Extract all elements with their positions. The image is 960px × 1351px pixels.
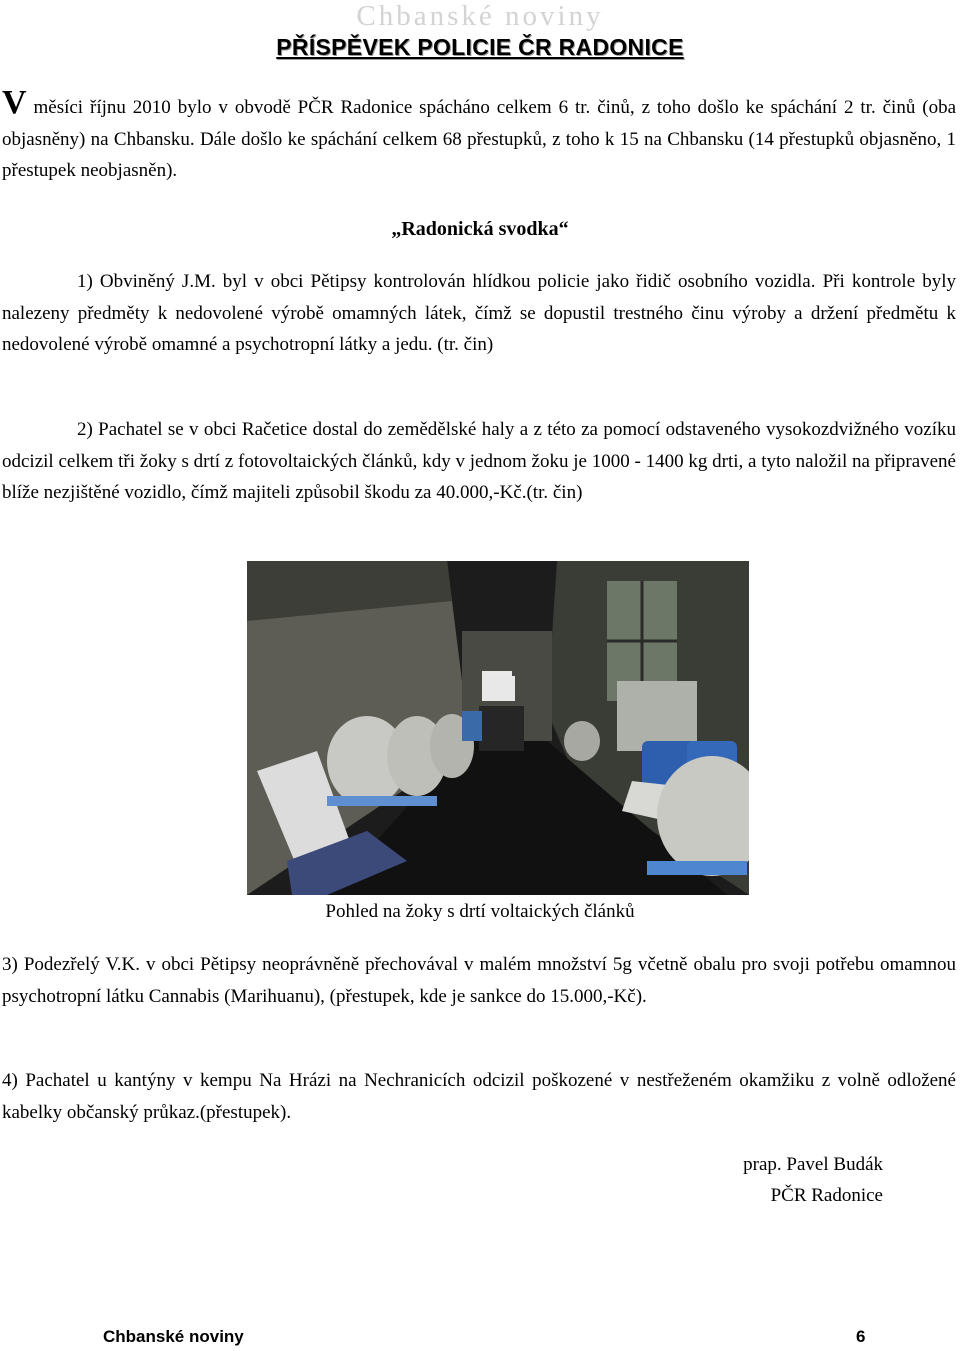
signature-org: PČR Radonice	[770, 1185, 883, 1206]
page-number: 6	[856, 1327, 866, 1346]
item-1-text: 1) Obviněný J.M. byl v obci Pětipsy kontrolován hlídkou policie jako řidič osobního vozidla. Při kontrole byly nalezeny předměty k nedovolené výrobě omamných látek, čímž se dopustil trestného činu výroby a držení předmětu k nedovolené výrobě omamné a psychotropní látky a jedu. (tr. čin)	[2, 271, 956, 355]
item-3-text: 3) Podezřelý V.K. v obci Pětipsy neoprávněně přechovával v malém množství 5g včetně obalu pro svoji potřebu omamnou psychotropní látku Cannabis (Marihuanu), (přestupek, kde je sankce do 15.000,-Kč).	[2, 954, 956, 1007]
item-3	[2, 949, 956, 1012]
intro-paragraph	[2, 84, 956, 187]
photo-caption: Pohled na žoky s drtí voltaických článků	[325, 901, 635, 922]
item-2	[2, 414, 956, 509]
photo-warehouse-sacks	[247, 561, 749, 895]
signature-block	[743, 1149, 883, 1211]
item-4	[2, 1065, 956, 1128]
item-4-text: 4) Pachatel u kantýny v kempu Na Hrázi na Nechranicích odcizil poškozené v nestřeženém okamžiku z volně odložené kabelky občanský průkaz.(přestupek).	[2, 1070, 956, 1123]
intro-text: měsíci říjnu 2010 bylo v obvodě PČR Radonice spácháno celkem 6 tr. činů, z toho došlo ke spáchání 2 tr. činů (oba objasněny) na Chbansku. Dále došlo ke spáchání celkem 68 přestupků, z toho k 15 na Chbansku (14 přestupků objasněno, 1 přestupek neobjasněn).	[2, 97, 956, 181]
masthead: Chbanské noviny	[356, 0, 604, 32]
section-heading: „Radonická svodka“	[391, 218, 569, 240]
drop-cap: V	[2, 84, 27, 121]
signature-name: prap. Pavel Budák	[743, 1154, 883, 1175]
page-title: PŘÍSPĚVEK POLICIE ČR RADONICE	[276, 34, 684, 60]
footer-publication: Chbanské noviny	[103, 1327, 244, 1346]
item-1	[2, 266, 956, 361]
item-2-text: 2) Pachatel se v obci Račetice dostal do zemědělské haly a z této za pomocí odstaveného vysokozdvižného vozíku odcizil celkem tři žoky s drtí z fotovoltaických článků, kdy v jednom žoku je 1000 - 1400 kg drti, a tyto naložil na připravené blíže nezjištěné vozidlo, čímž majiteli způsobil škodu za 40.000,-Kč.(tr. čin)	[2, 419, 956, 503]
